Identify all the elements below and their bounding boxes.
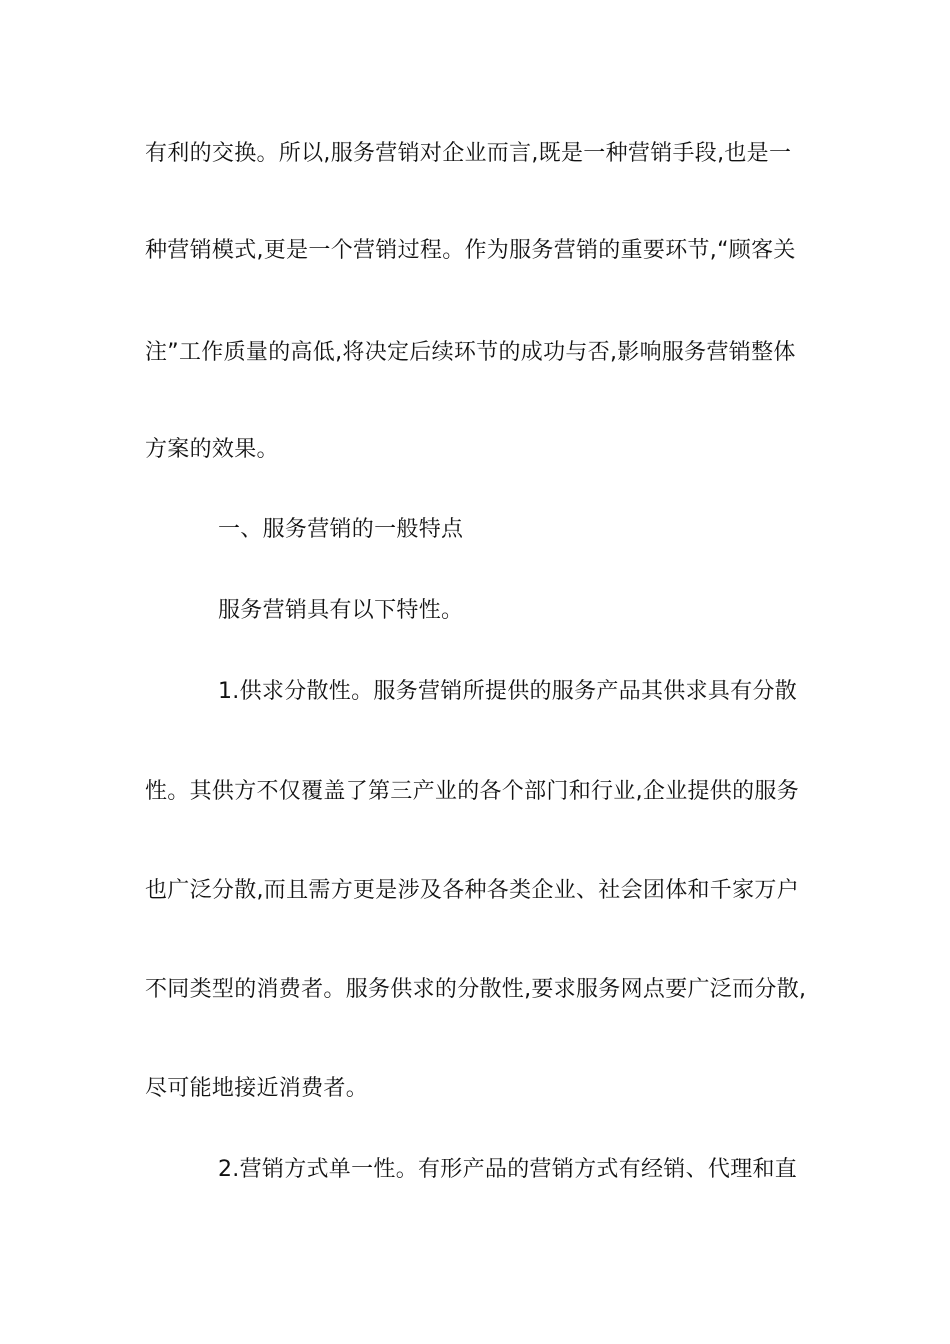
paragraph-line: 也广泛分散,而且需方更是涉及各种各类企业、社会团体和千家万户 bbox=[145, 878, 799, 903]
paragraph-line: 服务营销具有以下特性。 bbox=[218, 598, 464, 623]
paragraph-line: 性。其供方不仅覆盖了第三产业的各个部门和行业,企业提供的服务 bbox=[145, 779, 799, 804]
paragraph-line: 方案的效果。 bbox=[145, 437, 279, 462]
section-heading: 一、服务营销的一般特点 bbox=[218, 517, 464, 542]
paragraph-line: 种营销模式,更是一个营销过程。作为服务营销的重要环节,“顾客关 bbox=[145, 238, 796, 263]
paragraph-line: 2.营销方式单一性。有形产品的营销方式有经销、代理和直 bbox=[218, 1157, 798, 1182]
paragraph-line: 不同类型的消费者。服务供求的分散性,要求服务网点要广泛而分散, bbox=[145, 977, 807, 1002]
paragraph-line: 注”工作质量的高低,将决定后续环节的成功与否,影响服务营销整体 bbox=[145, 340, 796, 365]
paragraph-line: 1.供求分散性。服务营销所提供的服务产品其供求具有分散 bbox=[218, 679, 798, 704]
paragraph-line: 有利的交换。所以,服务营销对企业而言,既是一种营销手段,也是一 bbox=[145, 141, 792, 166]
paragraph-line: 尽可能地接近消费者。 bbox=[145, 1076, 369, 1101]
